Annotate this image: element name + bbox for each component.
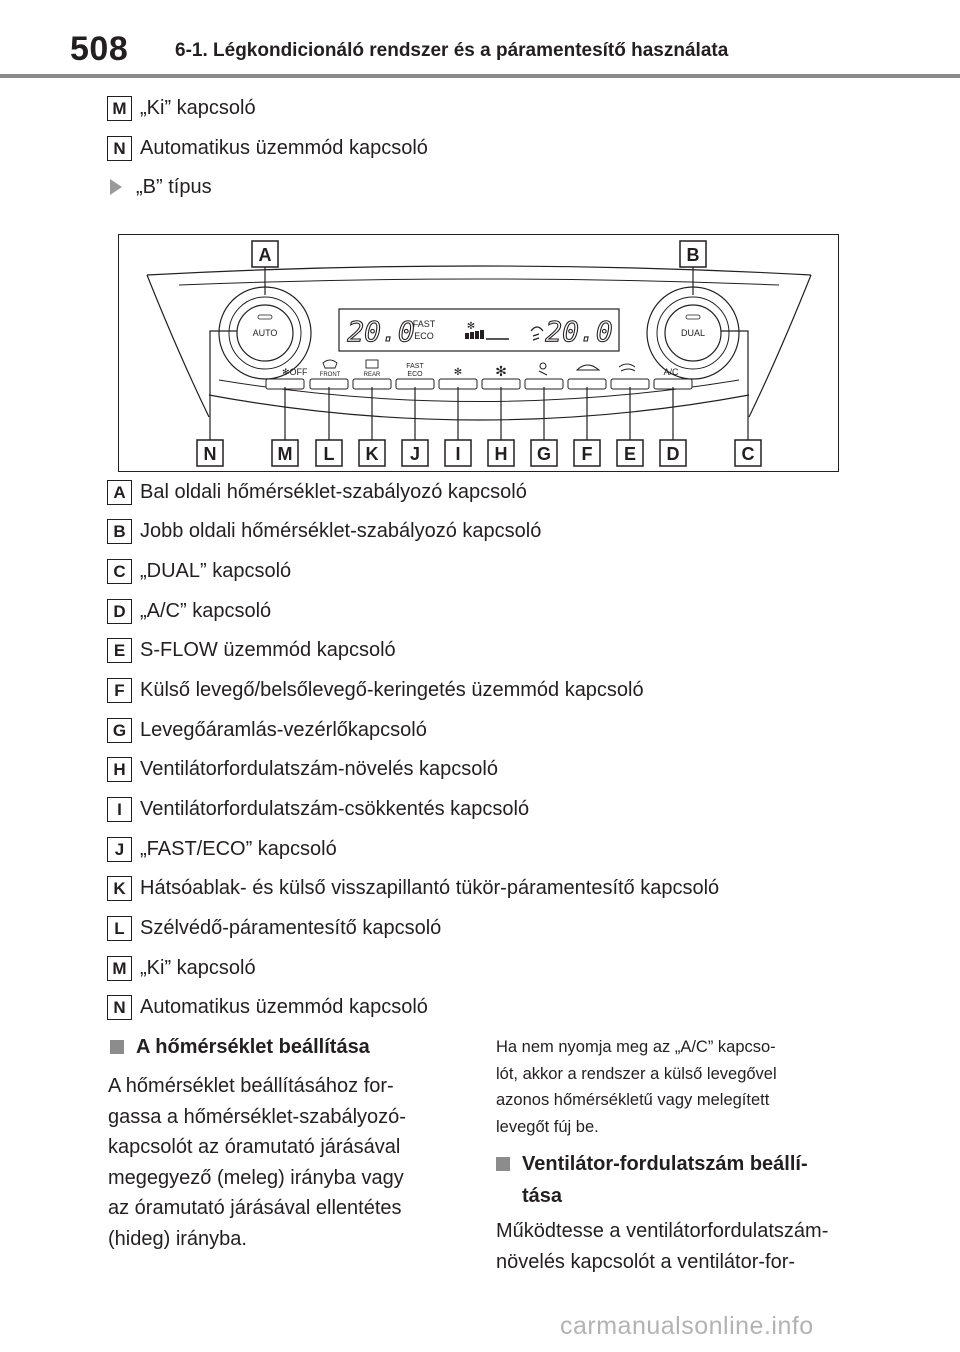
- item-text: S-FLOW üzemmód kapcsoló: [140, 638, 396, 661]
- item-text: Automatikus üzemmód kapcsoló: [140, 136, 428, 159]
- top-item-m: [107, 93, 256, 123]
- panel-top-inner-edge: [179, 279, 779, 285]
- header-divider: [0, 74, 960, 78]
- fan-section-body: [496, 1216, 866, 1277]
- letter-badge: G: [107, 718, 132, 743]
- top-item-n: [107, 133, 428, 163]
- page-header: [0, 0, 960, 80]
- item-text: „Ki” kapcsoló: [140, 956, 256, 979]
- callout-j: J: [409, 444, 421, 464]
- item-text: Külső levegő/belsőlevegő-keringetés üzemmód kapcsoló: [140, 678, 644, 701]
- legend-item-j: [107, 834, 337, 864]
- airflow-mode-icon: [539, 363, 547, 375]
- item-text: Szélvédő-páramentesítő kapcsoló: [140, 916, 442, 939]
- display-fast-label: FAST: [412, 319, 436, 329]
- temp-line: megegyező (meleg) irányba vagy: [108, 1166, 404, 1189]
- panel-top-edge: [147, 266, 811, 275]
- panel-bottom-edge: [209, 395, 749, 420]
- ac-note-line: azonos hőmérsékletű vagy melegített: [496, 1091, 770, 1109]
- legend-item-m: [107, 953, 256, 983]
- callout-g: G: [536, 444, 552, 464]
- letter-badge: E: [107, 638, 132, 663]
- fan-heading-line: tása: [522, 1185, 563, 1207]
- ac-note: [496, 1034, 856, 1140]
- callout-h: H: [494, 444, 508, 464]
- legend-item-f: [107, 675, 644, 705]
- display-left-temp: 20.0: [347, 315, 415, 348]
- fan-line: növelés kapcsolót a ventilátor-for-: [496, 1250, 796, 1273]
- item-text: Ventilátorfordulatszám-növelés kapcsoló: [140, 757, 498, 780]
- callout-n: N: [203, 444, 217, 464]
- legend-item-d: [107, 596, 271, 626]
- display-eco-label: ECO: [414, 331, 434, 341]
- callout-m: M: [277, 444, 293, 464]
- svg-text:✻: ✻: [466, 321, 476, 332]
- control-panel-figure: [118, 234, 839, 472]
- callout-i: I: [455, 444, 461, 464]
- legend-item-i: [107, 794, 529, 824]
- fan-line: Működtesse a ventilátorfordulatszám-: [496, 1220, 829, 1242]
- callout-l: L: [323, 444, 335, 464]
- item-text: Jobb oldali hőmérséklet-szabályozó kapcsoló: [140, 519, 542, 542]
- triangle-bullet-icon: [110, 179, 122, 195]
- letter-badge: I: [107, 797, 132, 822]
- ac-note-line: Ha nem nyomja meg az „A/C” kapcso-: [496, 1038, 776, 1056]
- recirculation-icon: [577, 365, 599, 370]
- callout-e: E: [623, 444, 637, 464]
- fan-section-heading: [496, 1148, 856, 1212]
- watermark: carmanualsonline.info: [560, 1312, 814, 1340]
- letter-badge: K: [107, 876, 132, 901]
- button-fast-label: FAST: [406, 363, 424, 370]
- letter-badge: D: [107, 599, 132, 624]
- item-text: „FAST/ECO” kapcsoló: [140, 837, 337, 860]
- item-text: Bal oldali hőmérséklet-szabályozó kapcsoló: [140, 480, 527, 503]
- auto-label: AUTO: [252, 328, 278, 338]
- callout-f: F: [581, 444, 593, 464]
- letter-badge: H: [107, 757, 132, 782]
- letter-badge: A: [107, 480, 132, 505]
- legend-item-e: [107, 635, 396, 665]
- front-defrost-icon: [323, 360, 337, 368]
- section-square-icon: [496, 1157, 510, 1171]
- panel-buttons: [266, 379, 692, 389]
- panel-right-edge: [749, 275, 811, 417]
- callout-c: C: [741, 444, 755, 464]
- callout-d: D: [666, 444, 680, 464]
- display-right-temp: 20.0: [545, 315, 613, 348]
- type-heading: [107, 172, 212, 202]
- rear-defrost-icon: [366, 360, 378, 368]
- letter-badge: C: [107, 559, 132, 584]
- temp-section-heading: [110, 1031, 460, 1063]
- fan-down-icon: ✻: [453, 367, 463, 378]
- section-square-icon: [110, 1040, 124, 1054]
- item-text: Ventilátorfordulatszám-csökkentés kapcsoló: [140, 797, 530, 820]
- letter-badge: B: [107, 519, 132, 544]
- legend-item-b: [107, 516, 541, 546]
- legend-item-h: [107, 754, 498, 784]
- page-number: 508: [70, 30, 129, 68]
- type-label: „B” típus: [136, 175, 212, 198]
- temp-line: az óramutató járásával ellentétes: [108, 1197, 402, 1219]
- item-text: Hátsóablak- és külső visszapillantó tükör-páramentesítő kapcsoló: [140, 876, 720, 899]
- temp-section-body: [108, 1071, 458, 1254]
- callout-b: B: [686, 245, 700, 265]
- ac-note-line: lót, akkor a rendszer a külső levegővel: [496, 1064, 777, 1083]
- temp-line: kapcsolót az óramutató járásával: [108, 1136, 401, 1158]
- temp-line: A hőmérséklet beállításához for-: [108, 1075, 394, 1097]
- button-eco-label: ECO: [407, 371, 423, 378]
- item-text: „Ki” kapcsoló: [140, 96, 256, 119]
- letter-badge: J: [107, 837, 132, 862]
- dual-label: DUAL: [680, 328, 706, 338]
- panel-left-edge: [147, 275, 209, 417]
- button-ac-label: A/C: [663, 367, 679, 377]
- letter-badge: L: [107, 916, 132, 941]
- s-flow-icon: [619, 364, 635, 371]
- legend-item-c: [107, 556, 291, 586]
- letter-badge: N: [107, 995, 132, 1020]
- legend-item-k: [107, 873, 719, 903]
- letter-badge: M: [107, 96, 132, 121]
- legend-item-a: [107, 477, 527, 507]
- button-off-label: ✻OFF: [282, 367, 308, 377]
- callout-k: K: [365, 444, 379, 464]
- legend-item-l: [107, 913, 441, 943]
- legend-item-n: [107, 992, 428, 1022]
- item-text: „DUAL” kapcsoló: [140, 559, 292, 582]
- chapter-title: 6-1. Légkondicionáló rendszer és a páramentesítő használata: [175, 40, 729, 61]
- item-text: „A/C” kapcsoló: [140, 599, 272, 622]
- control-panel-illustration: [119, 235, 840, 473]
- item-text: Levegőáramlás-vezérlőkapcsoló: [140, 718, 427, 741]
- callout-a: A: [258, 245, 272, 265]
- button-front-label: FRONT: [319, 372, 341, 378]
- button-rear-label: REAR: [363, 372, 381, 378]
- temp-line: gassa a hőmérséklet-szabályozó-: [108, 1105, 406, 1128]
- legend-item-g: [107, 715, 427, 745]
- fan-up-icon: ✻: [495, 363, 507, 379]
- fan-heading-line: Ventilátor-fordulatszám beállí-: [522, 1153, 808, 1175]
- ac-note-line: levegőt fúj be.: [496, 1117, 599, 1136]
- temp-line: (hideg) irányba.: [108, 1227, 247, 1250]
- letter-badge: N: [107, 136, 132, 161]
- temp-heading-text: A hőmérséklet beállítása: [136, 1036, 370, 1058]
- item-text: Automatikus üzemmód kapcsoló: [140, 995, 428, 1018]
- letter-badge: F: [107, 678, 132, 703]
- letter-badge: M: [107, 956, 132, 981]
